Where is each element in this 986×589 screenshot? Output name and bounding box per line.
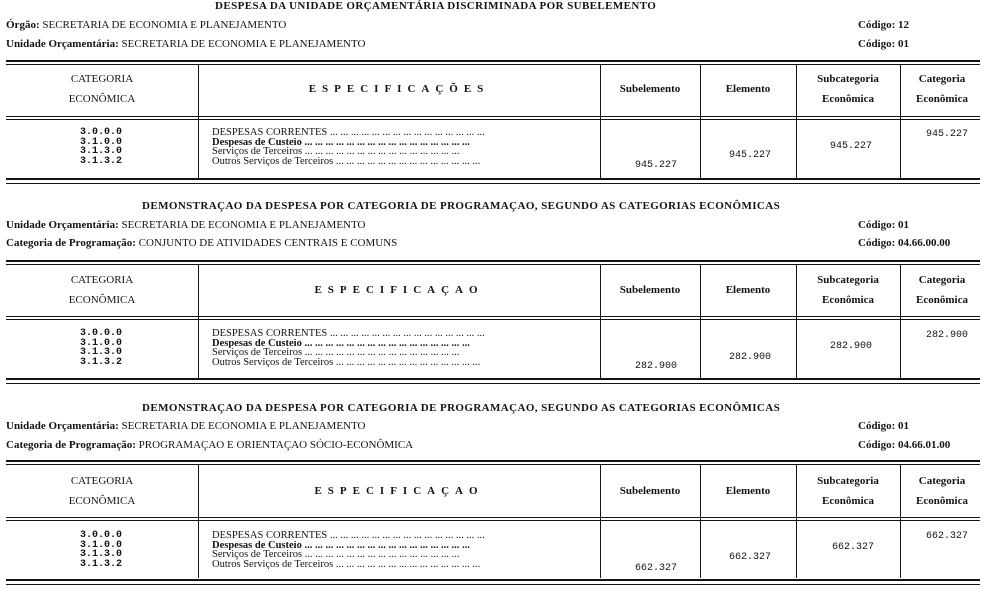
- header-categoria-line1: CATEGORIA: [70, 475, 134, 487]
- header-especificacao: ESPECIFICAÇAO: [314, 284, 484, 296]
- header-elemento: Elemento: [725, 485, 771, 497]
- table-1-header-rule-inner: [6, 119, 980, 120]
- header-subelemento: Subelemento: [619, 284, 681, 296]
- header-catg-line2: Econômica: [916, 294, 968, 306]
- value-elemento: 662.327: [729, 552, 772, 563]
- spec-item: DESPESAS CORRENTES ... ... ... ... ... ... ... ... ... ... ... ... ... ... ...: [212, 531, 485, 541]
- section-3-unidade-code: [858, 420, 909, 432]
- orgao-label: Órgão:: [6, 19, 40, 31]
- unidade-code: [858, 38, 909, 50]
- code-item: 3.1.0.0: [80, 539, 123, 551]
- header-subcategoria: [796, 270, 900, 310]
- value-subcategoria: 282.900: [830, 341, 873, 352]
- code-label: Código:: [858, 237, 896, 249]
- table-1-specs: [212, 128, 600, 166]
- header-categoria-line1: CATEGORIA: [70, 274, 134, 286]
- orgao-value: SECRETARIA DE ECONOMIA E PLANEJAMENTO: [42, 19, 287, 31]
- table-1-bottom-rule: [6, 178, 980, 180]
- section-3-unidade: [6, 420, 365, 432]
- header-categoria-line2: ECONÔMICA: [68, 93, 136, 105]
- header-catg-line2: Econômica: [916, 495, 968, 507]
- value-subelemento: 662.327: [635, 563, 678, 574]
- code-item: 3.0.0.0: [80, 530, 123, 541]
- header-subcategoria: [796, 471, 900, 511]
- header-categoria-line2: ECONÔMICA: [68, 495, 136, 507]
- header-categoria-economica: [900, 69, 984, 109]
- table-3-bottom-rule: [6, 579, 980, 581]
- spec-item: Outros Serviços de Terceiros ... ... ... ... ... ... ... ... ... ... ... ... ... ...: [212, 357, 481, 367]
- categoria-value: PROGRAMAÇAO E ORIENTAÇAO SÓCIO-ECONÔMICA: [138, 439, 414, 451]
- value-categoria: 662.327: [926, 531, 969, 542]
- code-value: 01: [898, 420, 910, 432]
- header-subcategoria-line1: Subcategoria: [817, 73, 879, 85]
- unidade-value: SECRETARIA DE ECONOMIA E PLANEJAMENTO: [121, 219, 366, 231]
- orgao-code-label: Código:: [858, 19, 896, 31]
- section-2-title: DEMONSTRAÇAO DA DESPESA POR CATEGORIA DE PROGRAMAÇAO, SEGUNDO AS CATEGORIAS ECONÔMICAS: [142, 200, 781, 212]
- header-elemento: Elemento: [725, 284, 771, 296]
- value-elemento: 282.900: [729, 352, 772, 363]
- header-subcategoria-line1: Subcategoria: [817, 274, 879, 286]
- section-2-unidade-code: [858, 219, 909, 231]
- section-2-categoria: [6, 237, 397, 249]
- header-subelemento: Subelemento: [619, 83, 681, 95]
- code-item: 3.1.3.2: [80, 356, 123, 368]
- spec-item: Despesas de Custeio ... ... ... ... ... ... ... ... ... ... ... ... ... ... ... ...: [212, 137, 470, 147]
- code-item: 3.1.0.0: [80, 136, 123, 148]
- header-categoria-line1: CATEGORIA: [70, 73, 134, 85]
- table-2-specs: [212, 329, 600, 367]
- unidade-value: SECRETARIA DE ECONOMIA E PLANEJAMENTO: [121, 420, 366, 432]
- header-categoria-line2: ECONÔMICA: [68, 294, 136, 306]
- document-title: DESPESA DA UNIDADE ORÇAMENTÁRIA DISCRIMINADA POR SUBELEMENTO: [215, 0, 657, 12]
- section-2-unidade: [6, 219, 365, 231]
- spec-item: Serviços de Terceiros ... ... ... ... ... ... ... ... ... ... ... ... ... ... ...: [212, 550, 460, 560]
- code-label: Código:: [858, 219, 896, 231]
- unidade-line: [6, 38, 365, 50]
- spec-item: Outros Serviços de Terceiros ... ... ... ... ... ... ... ... ... ... ... ... ... ...: [212, 559, 481, 569]
- code-label: Código:: [858, 439, 896, 451]
- header-categoria: [6, 471, 198, 511]
- unidade-label: Unidade Orçamentária:: [6, 420, 119, 432]
- section-2-categoria-code: [858, 237, 950, 249]
- unidade-label: Unidade Orçamentária:: [6, 219, 119, 231]
- spec-item: DESPESAS CORRENTES ... ... ... ... ... ... ... ... ... ... ... ... ... ... ...: [212, 329, 485, 339]
- table-2-bottom-rule: [6, 378, 980, 380]
- header-catg-line1: Categoria: [918, 73, 966, 85]
- section-3-categoria-code: [858, 439, 950, 451]
- unidade-code-label: Código:: [858, 38, 896, 50]
- value-subcategoria: 945.227: [830, 141, 873, 152]
- categoria-label: Categoria de Programação:: [6, 439, 136, 451]
- table-2-top-rule: [6, 260, 980, 262]
- table-1-top-rule-inner: [6, 64, 980, 65]
- orgao-code-value: 12: [898, 19, 910, 31]
- table-3-bottom-rule-inner: [6, 584, 980, 585]
- header-especificacao: ESPECIFICAÇAO: [314, 485, 484, 497]
- table-2-header-rule: [6, 316, 980, 317]
- code-item: 3.1.3.0: [80, 549, 123, 560]
- code-item: 3.0.0.0: [80, 328, 123, 339]
- code-item: 3.1.3.2: [80, 155, 123, 167]
- table-2-bottom-rule-inner: [6, 383, 980, 384]
- value-subelemento: 945.227: [635, 160, 678, 171]
- orgao-code: [858, 19, 909, 31]
- value-subelemento: 282.900: [635, 361, 678, 372]
- unidade-label: Unidade Orçamentária:: [6, 38, 119, 50]
- header-especificacoes: ESPECIFICAÇÕES: [308, 83, 490, 95]
- table-2-top-rule-inner: [6, 264, 980, 265]
- section-3-categoria: [6, 439, 413, 451]
- table-2-codes: [80, 329, 122, 367]
- code-item: 3.1.0.0: [80, 337, 123, 349]
- header-categoria-economica: [900, 471, 984, 511]
- table-3-specs: [212, 531, 600, 569]
- header-subcategoria-line2: Econômica: [822, 495, 874, 507]
- table-3-codes: [80, 531, 122, 569]
- table-2-header-rule-inner: [6, 319, 980, 320]
- value-categoria: 282.900: [926, 330, 969, 341]
- spec-item: Serviços de Terceiros ... ... ... ... ... ... ... ... ... ... ... ... ... ... ...: [212, 348, 460, 358]
- table-1-codes: [80, 128, 122, 166]
- code-item: 3.1.3.0: [80, 347, 123, 358]
- header-subcategoria-line2: Econômica: [822, 294, 874, 306]
- code-value: 04.66.00.00: [898, 237, 951, 249]
- value-categoria: 945.227: [926, 129, 969, 140]
- header-subelemento: Subelemento: [619, 485, 681, 497]
- table-3-top-rule-inner: [6, 464, 980, 465]
- table-1-header-rule: [6, 116, 980, 117]
- categoria-value: CONJUNTO DE ATIVIDADES CENTRAIS E COMUNS: [138, 237, 398, 249]
- code-item: 3.1.3.2: [80, 558, 123, 570]
- header-subcategoria-line1: Subcategoria: [817, 475, 879, 487]
- header-categoria: [6, 270, 198, 310]
- categoria-label: Categoria de Programação:: [6, 237, 136, 249]
- spec-item: Despesas de Custeio ... ... ... ... ... ... ... ... ... ... ... ... ... ... ... ...: [212, 540, 470, 550]
- table-3-header-rule-inner: [6, 520, 980, 521]
- code-value: 04.66.01.00: [898, 439, 951, 451]
- table-1-bottom-rule-inner: [6, 183, 980, 184]
- section-3-title: DEMONSTRAÇAO DA DESPESA POR CATEGORIA DE PROGRAMAÇAO, SEGUNDO AS CATEGORIAS ECONÔMICAS: [142, 402, 781, 414]
- header-catg-line1: Categoria: [918, 274, 966, 286]
- table-1-top-rule: [6, 60, 980, 62]
- header-categoria: [6, 69, 198, 109]
- header-subcategoria: [796, 69, 900, 109]
- spec-item: Despesas de Custeio ... ... ... ... ... ... ... ... ... ... ... ... ... ... ... ...: [212, 338, 470, 348]
- value-elemento: 945.227: [729, 150, 772, 161]
- header-categoria-economica: [900, 270, 984, 310]
- table-3-header-rule: [6, 517, 980, 518]
- code-label: Código:: [858, 420, 896, 432]
- spec-item: Outros Serviços de Terceiros ... ... ... ... ... ... ... ... ... ... ... ... ... ...: [212, 156, 481, 166]
- unidade-value: SECRETARIA DE ECONOMIA E PLANEJAMENTO: [121, 38, 366, 50]
- header-elemento: Elemento: [725, 83, 771, 95]
- spec-item: Serviços de Terceiros ... ... ... ... ... ... ... ... ... ... ... ... ... ... ...: [212, 147, 460, 157]
- spec-item: DESPESAS CORRENTES ... ... ... ... ... ... ... ... ... ... ... ... ... ... ...: [212, 128, 485, 138]
- table-3-top-rule: [6, 460, 980, 462]
- code-value: 01: [898, 219, 910, 231]
- header-catg-line2: Econômica: [916, 93, 968, 105]
- orgao-line: [6, 19, 286, 31]
- header-subcategoria-line2: Econômica: [822, 93, 874, 105]
- code-item: 3.1.3.0: [80, 146, 123, 157]
- value-subcategoria: 662.327: [832, 542, 875, 553]
- header-catg-line1: Categoria: [918, 475, 966, 487]
- unidade-code-value: 01: [898, 38, 910, 50]
- code-item: 3.0.0.0: [80, 127, 123, 138]
